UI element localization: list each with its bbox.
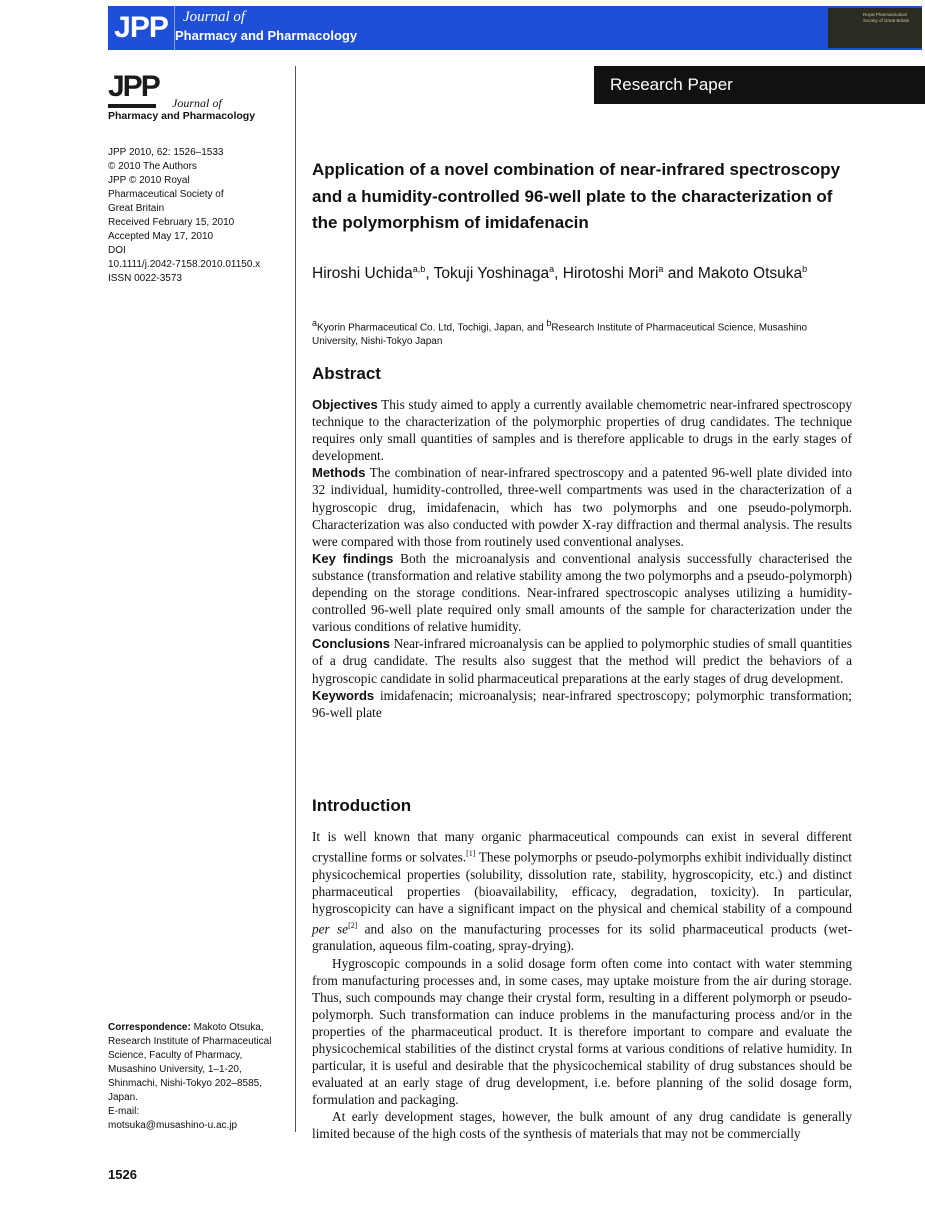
intro-text: and also on the manufacturing processes for its solid pharmaceutical products (wet-granulation, aqueous film-coating, spray-drying). [312,921,852,954]
citation-ref[interactable]: [2] [348,920,358,930]
left-journal-logo [108,68,278,124]
meta-line: JPP © 2010 Royal [108,175,190,186]
abstract-label: Methods [312,465,366,481]
abstract-section [312,687,852,721]
affiliations [312,316,832,349]
intro-text: It is well known that many organic pharmaceutical compounds can exist in several different crystalline forms or solvates. [312,829,852,865]
banner-journal-line2: Pharmacy and Pharmacology [175,28,358,43]
page-number: 1526 [108,1167,137,1182]
author-name: Hirotoshi Mori [562,265,659,283]
introduction-body [312,828,852,1143]
email-link[interactable]: motsuka@musashino-u.ac.jp [108,1120,238,1131]
abstract-text: This study aimed to apply a currently available chemometric near-infrared spectroscopy technique to the characterization of the polymorphic properties of drug candidates. The technique requires only small quantities of samples and is therefore applicable to drugs in the early stages of development. [312,397,852,464]
email-label: E-mail: [108,1106,140,1117]
journal-logo: JPP [114,11,168,44]
intro-paragraph [312,828,852,955]
abstract-text: Near-infrared microanalysis can be applied to polymorphic studies of small quantities of a drug candidate. The results also suggest that the method will predict the behaviors of a hygroscopic candidate in solid pharmaceutical preparations at the early stages of drug development. [312,636,852,686]
abstract-label: Objectives [312,397,378,412]
abstract-section [312,635,852,686]
abstract-label: Key findings [312,550,394,566]
author-list [312,257,812,286]
abstract-section [312,464,852,549]
correspondence [108,1021,286,1133]
author-name: Makoto Otsuka [697,265,803,283]
meta-line: Received February 15, 2010 [108,217,235,228]
author-affil-sup: b [802,264,808,274]
meta-line: 10.1111/j.2042-7158.2010.01150.x [108,259,261,270]
left-logo-line2: Pharmacy and Pharmacology [108,110,256,122]
affil-text: Research Institute of Pharmaceutical Science, Musashino University, Nishi-Tokyo Japan [312,322,808,348]
banner-journal-line1: Journal of [183,9,246,25]
abstract-text: imidafenacin; microanalysis; near-infrared spectroscopy; polymorphic transformation; 96-well plate [312,687,852,720]
intro-paragraph: At early development stages, however, the bulk amount of any drug candidate is generally limited because of the high costs of the synthesis of materials that may not be commercially [312,1109,852,1142]
abstract-text: Both the microanalysis and conventional analysis successfully characterised the substance (transformation and relative stability among the two polymorphs and a pseudo-polymorph) depending on the storage conditions. Near-infrared spectroscopic analyses utilizing a humidity-controlled 96-well plate required only small amounts of the sample for characterization under the various conditions of relative humidity. [312,550,852,635]
left-logo-underbar [108,104,156,108]
abstract-heading: Abstract [312,364,381,383]
abstract-section [312,396,852,464]
meta-line: DOI [108,245,126,256]
abstract-body [312,396,852,721]
intro-paragraph: Hygroscopic compounds in a solid dosage form often come into contact with water stemming from manufacturing processes and, in some cases, may uptake moisture from the air during storage. Thus, such compounds may change their crystal form, resulting in a different polymorph or pseudo-polymorph. Such transformation can induce problems in the manufacturing process and/or in the properties of the pharmaceutical product. It is therefore important to compare and evaluate the physicochemical stabilities of the distinct crystal forms at various conditions of relative humidity. In particular, it is useful and desirable that the physicochemical stability of drug substances should be evaluated at an early stage of drug development, i.e. before planning of the solid dosage form, formulation and packaging. [312,955,852,1108]
introduction-heading: Introduction [312,796,412,815]
author-affil-sup: a [549,264,555,274]
meta-line: Pharmaceutical Society of [108,189,224,200]
meta-line: Great Britain [108,203,165,214]
abstract-label: Keywords [312,687,375,703]
author-name: Hiroshi Uchida [312,265,413,283]
author-separator: and [663,265,698,283]
abstract-label: Conclusions [312,636,391,652]
affil-sup: a [312,318,318,328]
column-divider [295,66,296,1132]
left-logo-line1: Journal of [172,96,222,110]
citation-ref[interactable]: [1] [466,849,476,859]
meta-line: JPP 2010, 62: 1526–1533 [108,147,224,158]
author-name: Tokuji Yoshinaga [433,265,550,283]
author-affil-sup: a,b [412,264,426,274]
meta-line: ISSN 0022-3573 [108,273,182,284]
intro-text: These polymorphs or pseudo-polymorphs exhibit individually distinct physicochemical properties (solubility, dissolution rate, stability, hygroscopicity, etc.) and distinct pharmaceutical properties (bioavailability, efficacy, degradation, toxicity). In particular, hygroscopicity can have a significant impact on the physical and chemical stability of a compound [312,849,852,916]
left-logo-mark: JPP [108,70,159,103]
author-separator: , [425,265,434,283]
author-affil-sup: a [658,264,664,274]
journal-banner [108,6,922,50]
abstract-text: The combination of near-infrared spectroscopy and a patented 96-well plate divided into 32 individual, humidity-controlled, three-well compartments was used in the characterization of a hygroscopic drug, imidafenacin, which has two polymorphs and one pseudo-polymorph. Characterization was also conducted with powder X-ray diffraction and thermal analysis. The results were compared with those from routinely used conventional analyses. [312,465,852,549]
correspondence-label: Correspondence: [108,1022,191,1033]
affil-text: Kyorin Pharmaceutical Co. Ltd, Tochigi, Japan, and [317,322,547,334]
correspondence-text: Makoto Otsuka, Research Institute of Pharmaceutical Science, Faculty of Pharmacy, Musashino University, 1–1-20, Shinmachi, Nishi-Tokyo 202–8585, Japan. [108,1022,272,1103]
paper-title: Application of a novel combination of near-infrared spectroscopy and a humidity-controlled 96-well plate to the characterization of the polymorphism of imidafenacin [312,160,841,232]
affil-sup: b [546,318,552,328]
society-emblem-text: Royal Pharmaceutical Society of Great Britain [863,12,910,23]
section-label: Research Paper [594,66,925,104]
article-metadata [108,146,288,286]
author-separator: , [554,265,563,283]
intro-italic: per se [312,921,349,937]
abstract-section [312,550,852,635]
meta-line: Accepted May 17, 2010 [108,231,214,242]
meta-line: © 2010 The Authors [108,161,197,172]
